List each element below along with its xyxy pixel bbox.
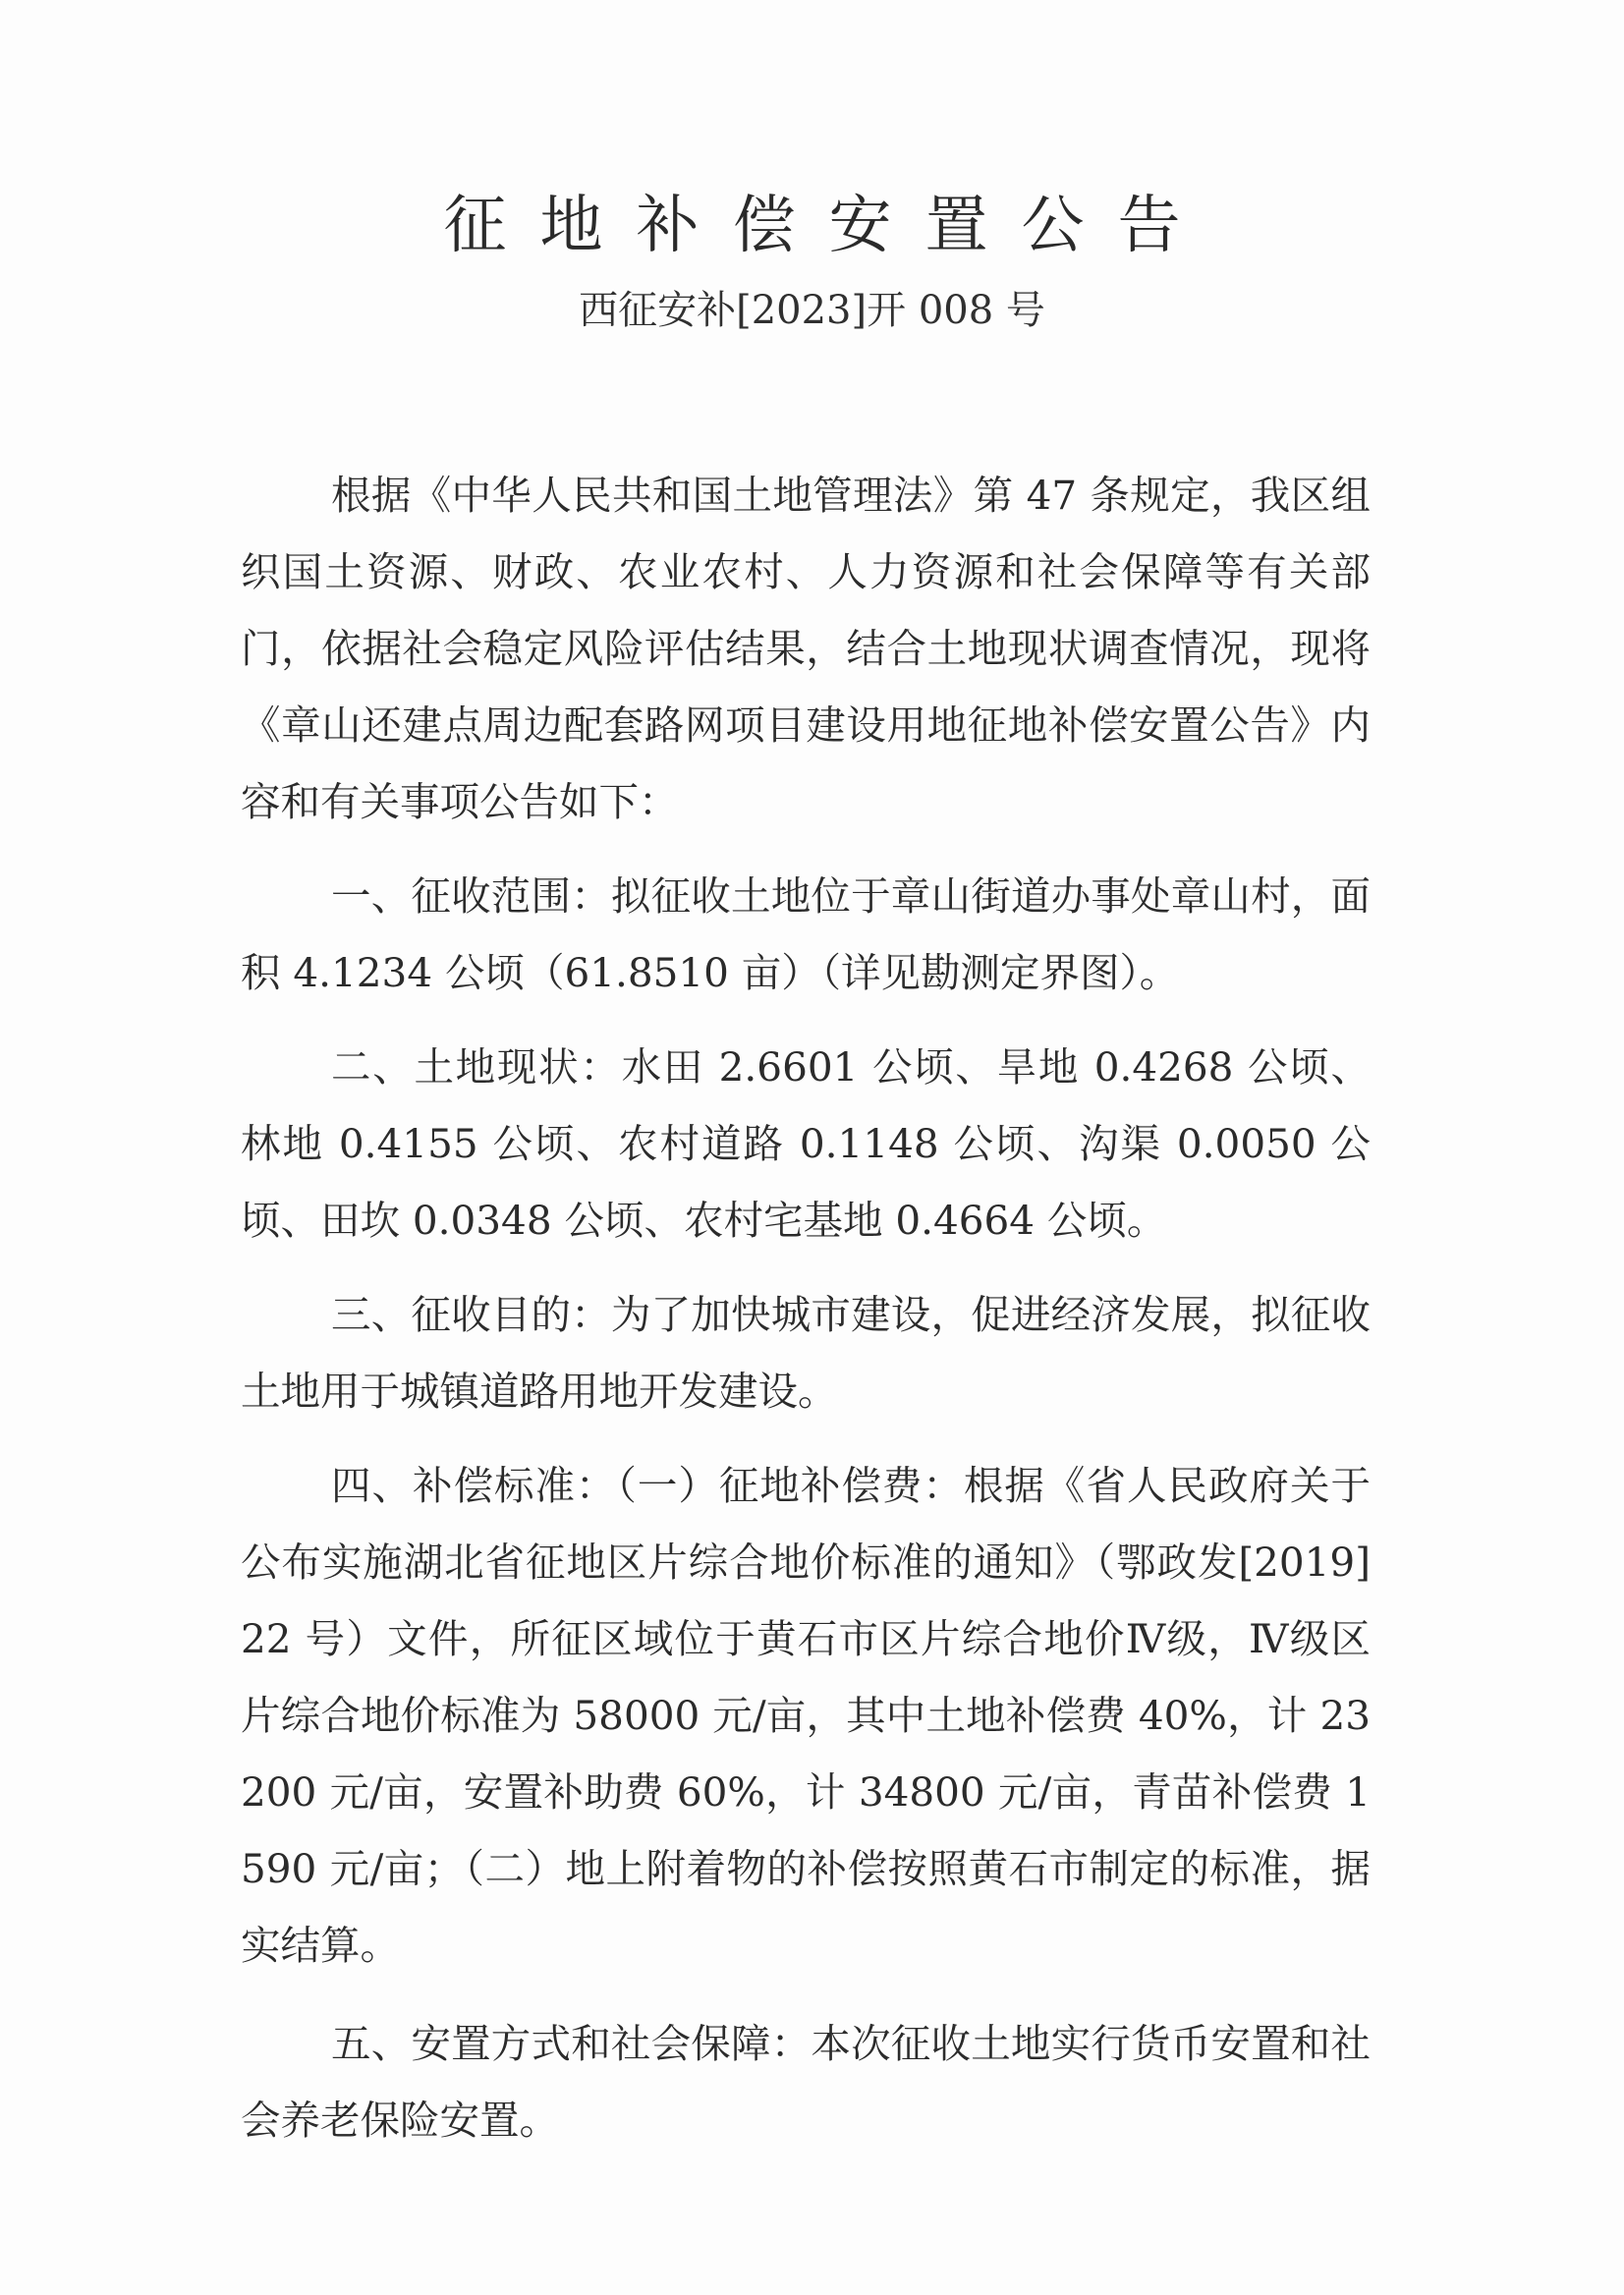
paragraph-scope: 一、征收范围：拟征收土地位于章山街道办事处章山村，面积 4.1234 公顷（61.8510 亩）（详见勘测定界图）。 [241, 872, 1371, 996]
paragraph-intro: 根据《中华人民共和国土地管理法》第 47 条规定，我区组织国土资源、财政、农业农村、人力资源和社会保障等有关部门，依据社会稳定风险评估结果，结合土地现状调查情况，现将《章山还建点周边配套路网项目建设用地征地补偿安置公告》内容和有关事项公告如下： [241, 472, 1371, 825]
document-number: 西征安补[2023]开 008 号 [579, 288, 1045, 333]
paragraph-resettlement: 五、安置方式和社会保障：本次征收土地实行货币安置和社会养老保险安置。 [241, 2020, 1371, 2144]
paragraph-land-status: 二、土地现状：水田 2.6601 公顷、旱地 0.4268 公顷、林地 0.4155 公顷、农村道路 0.1148 公顷、沟渠 0.0050 公顷、田坎 0.0348 公顷、农村宅基地 0.4664 公顷。 [241, 1043, 1371, 1244]
document-title: 征地补偿安置公告 [443, 190, 1214, 262]
paragraph-purpose: 三、征收目的：为了加快城市建设，促进经济发展，拟征收土地用于城镇道路用地开发建设。 [241, 1291, 1371, 1415]
document-body [241, 457, 1371, 2168]
paragraph-compensation-standard: 四、补偿标准：（一）征地补偿费：根据《省人民政府关于公布实施湖北省征地区片综合地价标准的通知》（鄂政发[2019]22 号）文件，所征区域位于黄石市区片综合地价Ⅳ级，Ⅳ级区片综合地价标准为 58000 元/亩，其中土地补偿费 40%，计 23200 元/亩，安置补助费 60%，计 34800 元/亩，青苗补偿费 1590 元/亩；（二）地上附着物的补偿按照黄石市制定的标准，据实结算。 [241, 1462, 1371, 1969]
